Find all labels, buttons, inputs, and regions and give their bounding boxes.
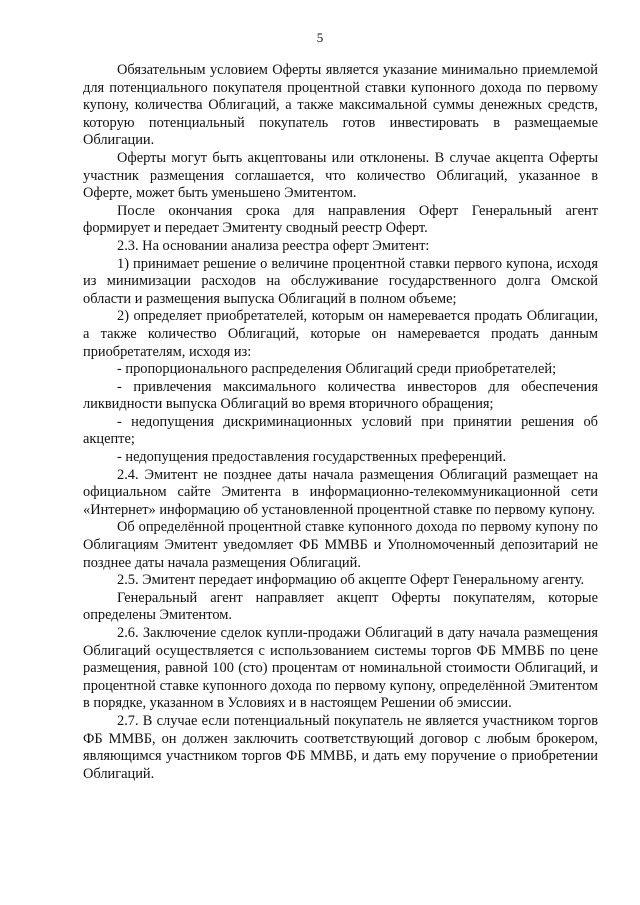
paragraph-offer-registry: После окончания срока для направления Оферт Генеральный агент формирует и передает Эмитенту сводный реестр Оферт. (83, 202, 598, 237)
paragraph-bullet-proportional: - пропорционального распределения Облигаций среди приобретателей; (117, 361, 557, 378)
paragraph-bullet-discrimination: - недопущения дискриминационных условий при принятии решения об акцепте; (83, 413, 598, 448)
paragraph-section-2-5: 2.5. Эмитент передает информацию об акцепте Оферт Генеральному агенту. (117, 572, 585, 589)
paragraph-item-1: 1) принимает решение о величине процентной ставки первого купона, исходя из минимизации расходов на обслуживание государственного долга Омской области и размещения выпуска Облигаций в полном объеме; (83, 255, 598, 307)
paragraph-section-2-3: 2.3. На основании анализа реестра оферт Эмитент: (117, 237, 430, 254)
page-number: 5 (316, 30, 324, 45)
paragraph-item-2: 2) определяет приобретателей, которым он намеревается продать Облигации, а также количество Облигаций, которые он намеревается продать данным приобретателям, исходя из: (83, 308, 598, 360)
paragraph-section-2-7: 2.7. В случае если потенциальный покупатель не является участником торгов ФБ ММВБ, он должен заключить соответствующий договор с любым брокером, являющимся участником торгов ФБ ММВБ, и дать ему поручение о приобретении Облигаций. (83, 712, 598, 782)
paragraph-bullet-investors: - привлечения максимального количества инвесторов для обеспечения ликвидности выпуска Облигаций во время вторичного обращения; (83, 378, 598, 413)
paragraph-section-2-4: 2.4. Эмитент не позднее даты начала размещения Облигаций размещает на официальном сайте Эмитента в информационно-телекоммуникационной сети «Интернет» информацию об установленной процентной ставке по первому купону. (83, 466, 598, 518)
document-body (83, 62, 598, 783)
paragraph-offer-condition: Обязательным условием Оферты является указание минимально приемлемой для потенциального покупателя процентной ставки купонного дохода по первому купону, количества Облигаций, а также максимальной суммы денежных средств, которую потенциальный покупатель готов инвестировать в размещаемые Облигации. (83, 62, 598, 149)
paragraph-offer-acceptance: Оферты могут быть акцептованы или отклонены. В случае акцепта Оферты участник размещения соглашается, что количество Облигаций, указанное в Оферте, может быть уменьшено Эмитентом. (83, 149, 598, 202)
paragraph-rate-notification: Об определённой процентной ставке купонного дохода по первому купону по Облигациям Эмитент уведомляет ФБ ММВБ и Уполномоченный депозитарий не позднее даты начала размещения Облигаций. (83, 519, 598, 571)
paragraph-section-2-6: 2.6. Заключение сделок купли-продажи Облигаций в дату начала размещения Облигаций осуществляется с использованием системы торгов ФБ ММВБ по цене размещения, равной 100 (сто) процентам от номинальной стоимости Облигаций, и процентной ставке купонного дохода по первому купону, определённой Эмитентом в порядке, указанном в Условиях и в настоящем Решении об эмиссии. (83, 625, 598, 712)
paragraph-agent-acceptance: Генеральный агент направляет акцепт Оферты покупателям, которые определены Эмитентом. (83, 589, 598, 624)
paragraph-bullet-preferences: - недопущения предоставления государственных преференций. (117, 449, 507, 466)
